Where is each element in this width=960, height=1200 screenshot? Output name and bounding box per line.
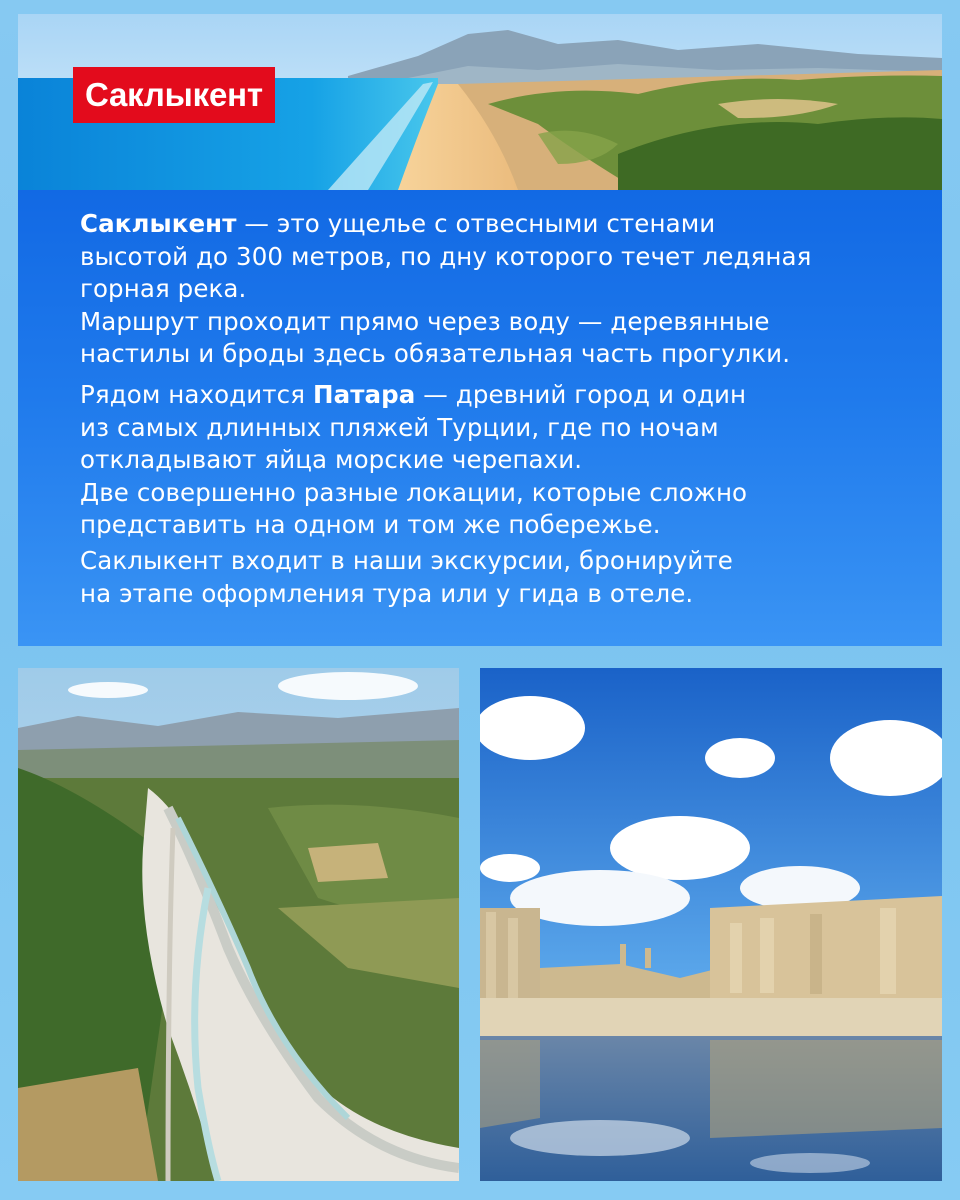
paragraph-2-before: Рядом находится [80,380,313,409]
paragraph-1-text: — это ущелье с отвесными стенами высотой до 300 метров, по дну которого течет ледяная горная река. Маршрут проходит прямо через воду — деревянные настилы и броды здесь обязательная часть прогулки. [80,209,812,368]
paragraph-2-after: — древний город и один из самых длинных пляжей Турции, где по ночам откладывают яйца морские черепахи. Две совершенно разные локации, которые сложно представить на одном и том же побережье. [80,380,748,539]
page-title: Саклыкент [73,67,275,123]
bold-sakliken: Саклыкент [80,209,237,238]
ancient-ruins-illustration [480,668,942,1181]
river-valley-aerial-photo [18,668,459,1181]
ancient-ruins-reflection-photo [480,668,942,1181]
river-valley-illustration [18,668,459,1181]
bold-patara: Патара [312,380,416,409]
paragraph-3-text: Саклыкент входит в наши экскурсии, бронируйте на этапе оформления тура или у гида в отеле. [80,546,733,608]
paragraph-sakliken [80,208,902,371]
paragraph-booking [80,545,902,610]
paragraph-patara [80,379,902,542]
text-panel [18,190,942,646]
